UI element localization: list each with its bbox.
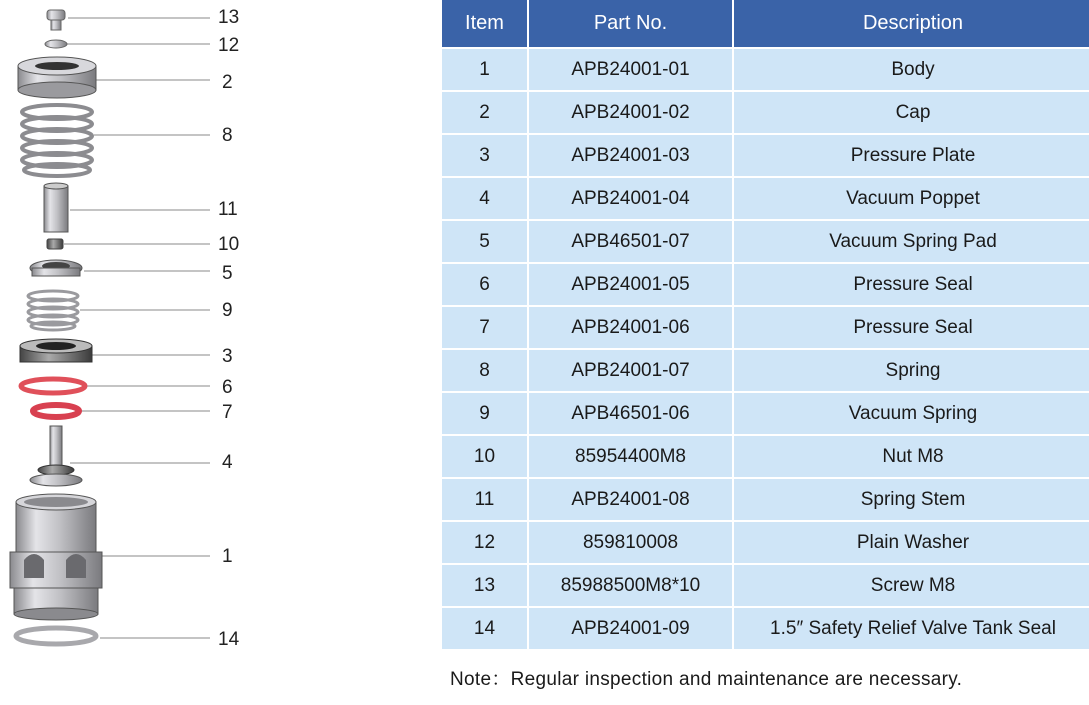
table-row bbox=[442, 134, 1089, 177]
callout-9: 9 bbox=[222, 300, 233, 321]
cell-description: Pressure Seal bbox=[733, 306, 1089, 349]
table-row bbox=[442, 220, 1089, 263]
cell-part-no: APB24001-08 bbox=[528, 478, 733, 521]
cell-item: 11 bbox=[442, 478, 528, 521]
callout-13: 13 bbox=[218, 7, 240, 28]
part-6-pressure-seal bbox=[21, 379, 85, 393]
cell-item: 10 bbox=[442, 435, 528, 478]
cell-description: Pressure Plate bbox=[733, 134, 1089, 177]
part-10-nut bbox=[47, 239, 63, 249]
cell-part-no: APB24001-04 bbox=[528, 177, 733, 220]
cell-item: 13 bbox=[442, 564, 528, 607]
table-row bbox=[442, 607, 1089, 649]
table-row bbox=[442, 306, 1089, 349]
cell-part-no: APB24001-02 bbox=[528, 91, 733, 134]
table-row bbox=[442, 91, 1089, 134]
header-description: Description bbox=[733, 0, 1089, 48]
cell-item: 12 bbox=[442, 521, 528, 564]
cell-part-no: 859810008 bbox=[528, 521, 733, 564]
header-part-no: Part No. bbox=[528, 0, 733, 48]
callout-4: 4 bbox=[222, 452, 233, 473]
table-row bbox=[442, 177, 1089, 220]
cell-description: Body bbox=[733, 48, 1089, 91]
cell-description: Vacuum Spring Pad bbox=[733, 220, 1089, 263]
part-11-spring-stem bbox=[44, 183, 68, 232]
part-2-cap bbox=[18, 57, 96, 98]
cell-description: Cap bbox=[733, 91, 1089, 134]
cell-part-no: APB24001-01 bbox=[528, 48, 733, 91]
table-row bbox=[442, 263, 1089, 306]
callout-3: 3 bbox=[222, 346, 233, 367]
callout-10: 10 bbox=[218, 234, 240, 255]
part-14-tank-seal bbox=[16, 628, 96, 644]
cell-description: Spring Stem bbox=[733, 478, 1089, 521]
table-header-row bbox=[442, 0, 1089, 48]
cell-part-no: APB24001-06 bbox=[528, 306, 733, 349]
cell-item: 4 bbox=[442, 177, 528, 220]
part-4-vacuum-poppet bbox=[30, 426, 82, 486]
header-item: Item bbox=[442, 0, 528, 48]
cell-description: Screw M8 bbox=[733, 564, 1089, 607]
cell-item: 14 bbox=[442, 607, 528, 649]
exploded-diagram bbox=[0, 0, 260, 700]
callout-12: 12 bbox=[218, 35, 240, 56]
callout-8: 8 bbox=[222, 125, 233, 146]
callout-14: 14 bbox=[218, 629, 240, 650]
part-9-vacuum-spring bbox=[28, 291, 78, 330]
maintenance-note: Note：Regular inspection and maintenance are necessary. bbox=[450, 669, 963, 690]
cell-item: 7 bbox=[442, 306, 528, 349]
cell-item: 8 bbox=[442, 349, 528, 392]
cell-part-no: APB24001-09 bbox=[528, 607, 733, 649]
cell-part-no: APB46501-06 bbox=[528, 392, 733, 435]
cell-part-no: APB24001-05 bbox=[528, 263, 733, 306]
part-8-spring bbox=[22, 105, 92, 176]
cell-description: Spring bbox=[733, 349, 1089, 392]
callout-5: 5 bbox=[222, 263, 233, 284]
callout-1: 1 bbox=[222, 546, 233, 567]
cell-item: 2 bbox=[442, 91, 528, 134]
cell-part-no: APB24001-07 bbox=[528, 349, 733, 392]
cell-description: Vacuum Spring bbox=[733, 392, 1089, 435]
cell-item: 3 bbox=[442, 134, 528, 177]
callout-6: 6 bbox=[222, 377, 233, 398]
cell-part-no: 85988500M8*10 bbox=[528, 564, 733, 607]
cell-item: 1 bbox=[442, 48, 528, 91]
table-row bbox=[442, 435, 1089, 478]
table-row bbox=[442, 564, 1089, 607]
callout-11: 11 bbox=[218, 199, 238, 220]
parts-table bbox=[442, 0, 1089, 649]
callout-2: 2 bbox=[222, 72, 233, 93]
cell-description: Nut M8 bbox=[733, 435, 1089, 478]
cell-description: Pressure Seal bbox=[733, 263, 1089, 306]
part-12-washer bbox=[45, 40, 67, 48]
table-row bbox=[442, 521, 1089, 564]
cell-part-no: APB46501-07 bbox=[528, 220, 733, 263]
exploded-view-illustration bbox=[0, 0, 260, 700]
part-13-screw bbox=[47, 10, 65, 30]
table-row bbox=[442, 392, 1089, 435]
table-row bbox=[442, 349, 1089, 392]
cell-description: 1.5″ Safety Relief Valve Tank Seal bbox=[733, 607, 1089, 649]
cell-item: 5 bbox=[442, 220, 528, 263]
part-5-vacuum-spring-pad bbox=[30, 260, 82, 276]
table-row bbox=[442, 478, 1089, 521]
cell-item: 6 bbox=[442, 263, 528, 306]
table-row bbox=[442, 48, 1089, 91]
cell-description: Plain Washer bbox=[733, 521, 1089, 564]
part-7-pressure-seal bbox=[33, 405, 79, 417]
part-3-pressure-plate bbox=[20, 339, 92, 362]
cell-item: 9 bbox=[442, 392, 528, 435]
cell-part-no: 85954400M8 bbox=[528, 435, 733, 478]
part-1-body bbox=[10, 494, 102, 620]
cell-part-no: APB24001-03 bbox=[528, 134, 733, 177]
callout-7: 7 bbox=[222, 402, 233, 423]
cell-description: Vacuum Poppet bbox=[733, 177, 1089, 220]
